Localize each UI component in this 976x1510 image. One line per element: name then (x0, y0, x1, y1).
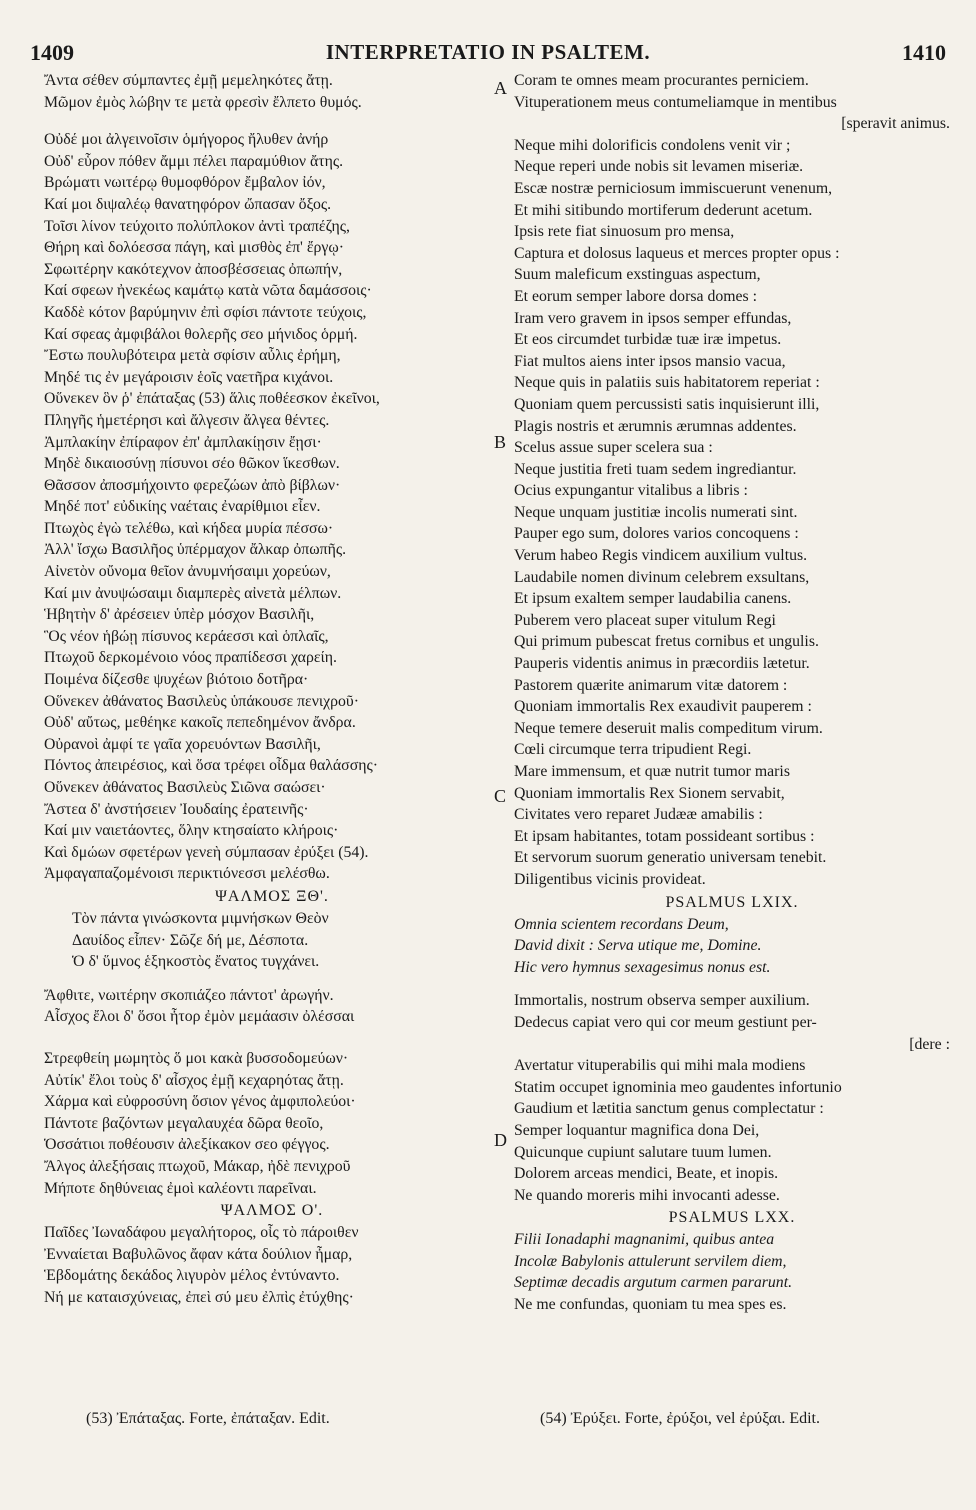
greek-line: Ἀλλ' ἴσχω Βασιλῆος ὑπέρμαχον ἄλκαρ ὀπωπῆς. (44, 541, 347, 559)
latin-line: Quoniam immortalis Rex exaudivit pauperem : (514, 698, 812, 716)
greek-line: Ἄστεα δ' ἀνστήσειεν Ἰουδαίης ἐρατεινῆς· (44, 800, 309, 818)
latin-verses-2 (514, 990, 950, 1055)
latin-line: Escæ nostræ perniciosum immiscuerunt venenum, (514, 179, 833, 197)
latin-verses-4 (514, 1294, 950, 1316)
greek-line: Ὁσσάτιοι ποθέουσιν ἀλεξίκακον σεο φέγγος. (44, 1136, 330, 1154)
greek-line: Οὐρανοὶ ἀμφί τε γαῖα χορευόντων Βασιλῆι, (44, 735, 321, 753)
latin-line: Ocius expungantur vitalibus a libris : (514, 482, 748, 500)
latin-line: Ne quando moreris mihi invocanti adesse. (514, 1186, 780, 1204)
greek-line: Οὐδ' εὗρον πόθεν ἄμμι πέλει παραμύθιον ἄτης. (44, 152, 344, 170)
greek-line: Μηδέ τις ἐν μεγάροισιν ἑοῖς ναετῆρα κιχάνοι. (44, 368, 334, 386)
page-number-right: 1410 (902, 40, 946, 65)
greek-line: Βρώματι νωιτέρῳ θυμοφθόρον ἔμβαλον ἰόν, (44, 174, 326, 192)
greek-verses-1 (44, 70, 500, 885)
greek-line: Ποιμένα δίζεσθε ψυχέων βιότοιο δοτῆρα· (44, 671, 309, 689)
greek-line: Στρεφθείη μωμητὸς ὅ μοι κακὰ βυσσοδομεύων· (44, 1049, 349, 1067)
greek-verses-2 (44, 985, 500, 1028)
latin-line: Civitates vero reparet Judææ amabilis : (514, 806, 763, 824)
latin-line: Immortalis, nostrum observa semper auxilium. (514, 992, 810, 1010)
latin-line: Neque reperi unde nobis sit levamen miseriæ. (514, 158, 804, 176)
latin-line: Dolorem arceas mendici, Beate, et inopis. (514, 1165, 779, 1183)
greek-line: Τοῖσι λίνον τεύχοιτο πολύπλοκον ἀντὶ τραπέζης, (44, 217, 350, 235)
latin-line: Pauperis videntis animus in præcordiis lætetur. (514, 655, 810, 673)
greek-line: Οὐδέ μοι ἀλγεινοῖσιν ὁμήγορος ἤλυθεν ἀνήρ (44, 131, 329, 149)
margin-marker-a: A (494, 78, 507, 98)
greek-line: Πόντος ἀπειρέσιος, καὶ ὅσα τρέφει οἶδμα θαλάσσης· (44, 757, 378, 775)
latin-line: Quicunque cupiunt salutare tuum lumen. (514, 1143, 772, 1161)
margin-marker-b: B (494, 432, 507, 452)
latin-line: Neque justitia freti tuam sedem ingrediantur. (514, 460, 797, 478)
page-header (30, 40, 946, 70)
psalm-heading-latin-70: PSALMUS LXX. (668, 1209, 796, 1227)
latin-line: Neque mihi dolorificis condolens venit vir ; (514, 136, 791, 154)
latin-line: Vituperationem meus contumeliamque in mentibus (514, 93, 837, 111)
latin-line: [dere : (909, 1035, 950, 1053)
greek-line: Οὕνεκεν ἀθάνατος Βασιλεὺς ὑπάκουσε πενιχροῦ· (44, 692, 359, 710)
latin-line: Dedecus capiat vero qui cor meum gestiunt per- (514, 1013, 817, 1031)
latin-line: Laudabile nomen divinum celebrem exsultans, (514, 568, 810, 586)
greek-line: Μήποτε δηθύνειας ἐμοὶ καλέοντι παρεῖναι. (44, 1179, 317, 1197)
latin-line: Coram te omnes meam procurantes perniciem. (514, 72, 809, 89)
latin-intro-69 (514, 914, 950, 979)
greek-line: Μηδὲ δικαιοσύνῃ πίσυνοι σέο θῶκον ἵκεσθων. (44, 455, 340, 473)
latin-line: Et mihi sitibundo mortiferum dederunt acetum. (514, 201, 813, 219)
greek-line: Αἰνετὸν οὔνομα θεῖον ἀνυμνήσαιμι χορεύων, (44, 563, 331, 581)
latin-line: Pauper ego sum, dolores varios concoquens : (514, 525, 799, 543)
running-title: INTERPRETATIO IN PSALTEM. (325, 40, 651, 64)
greek-line: Χάρμα καὶ εὐφροσύνη ὅσιον γένος ἀμφιπολεύοι· (44, 1093, 356, 1111)
greek-line: Σφωιτέρην κακότεχνον ἀποσβέσσειας ὀπωπήν, (44, 260, 343, 278)
greek-line: Ἡβητὴν δ' ἀρέσειεν ὑπὲρ μόσχον Βασιλῆι, (44, 606, 315, 624)
latin-line: Omnia scientem recordans Deum, (514, 915, 729, 933)
greek-line: Καί μιν ἀνυψώσαιμι διαμπερὲς αἰνετὰ μέλπων. (44, 584, 342, 602)
greek-line: Δαυίδος εἶπεν· Σῶζε δή με, Δέσποτα. (72, 931, 309, 949)
greek-line: Νή με καταισχύνειας, ἐπεὶ σύ μευ ἐλπὶς ἐτύχθης· (44, 1288, 354, 1306)
latin-line: Fiat multos aiens inter ipsos mansio vacua, (514, 352, 786, 370)
latin-line: Diligentibus vicinis provideat. (514, 870, 706, 888)
margin-marker-d: D (494, 1130, 507, 1150)
greek-line: Πάντοτε βαζόντων μεγαλαυχέα δῶρα θεοῖο, (44, 1114, 324, 1132)
latin-line: [speravit animus. (841, 115, 950, 133)
greek-line: Οὕνεκεν ὃν ῥ' ἐπάταξας (53) ἅλις ποθέεσκον ἐκεῖνοι, (44, 390, 380, 408)
latin-line: Iram vero gravem in ipsos semper effundas, (514, 309, 792, 327)
greek-line: Ἄντα σέθεν σύμπαντες ἐμῇ μεμεληκότες ἄτῃ. (44, 72, 333, 89)
greek-line: Ὃς νέον ἡβώῃ πίσυνος κεράεσσι καὶ ὁπλαῖς, (44, 627, 329, 645)
latin-line: Incolæ Babylonis attulerunt servilem diem, (514, 1252, 787, 1270)
latin-line: Scelus assue super scelera sua : (514, 439, 713, 457)
greek-line: Οὕνεκεν ἀθάνατος Βασιλεὺς Σιῶνα σαώσει· (44, 779, 326, 796)
latin-line: Captura et dolosus laqueus et merces propter opus : (514, 244, 840, 262)
greek-column (44, 70, 500, 1308)
latin-intro-70 (514, 1229, 950, 1294)
greek-line: Καί σφεων ἠνεκέως καμάτῳ κατὰ νῶτα δαμάσσοις· (44, 282, 372, 300)
latin-line: Plagis nostris et ærumnis ærumnas addentes. (514, 417, 797, 435)
greek-verses-3 (44, 1048, 500, 1199)
greek-line: Καί μοι διψαλέῳ θανατηφόρον ὤπασαν ὄξος. (44, 195, 332, 213)
greek-line: Θᾶσσον ἀποσμήχοιντο φερεζώων ἀπὸ βίβλων· (44, 476, 341, 494)
latin-line: Neque unquam justitiæ incolis numerati sint. (514, 503, 798, 521)
latin-line: Neque temere deseruit malis compeditum virum. (514, 719, 823, 737)
footnote-53: (53) Ἐπάταξας. Forte, ἐπάταξαν. Edit. (86, 1410, 330, 1427)
latin-line: Et servorum suorum generatio universam tenebit. (514, 849, 827, 867)
greek-line: Ἐνναίεται Βαβυλῶνος ἄφαν κάτα δούλιον ἦμαρ, (44, 1245, 353, 1263)
latin-line: Et eorum semper labore dorsa domes : (514, 287, 758, 305)
greek-line: Πτωχὸς ἐγὼ τελέθω, καὶ κήδεα μυρία πέσσω· (44, 519, 334, 537)
psalm-heading-greek-70: ΨΑΛΜΟΣ Ο'. (220, 1202, 324, 1220)
margin-marker-c: C (494, 786, 507, 806)
greek-line: Ἄλγος ἀλεξήσαις πτωχοῦ, Μάκαρ, ἠδὲ πενιχροῦ (44, 1157, 351, 1175)
latin-line: Quoniam quem percussisti satis inquisierunt illi, (514, 395, 820, 413)
latin-line: David dixit : Serva utique me, Domine. (514, 937, 762, 955)
greek-line: Ἄφθιτε, νωιτέρην σκοπιάζεο πάντοτ' ἀρωγήν. (44, 986, 334, 1004)
latin-line: Quoniam immortalis Rex Sionem servabit, (514, 784, 785, 802)
latin-line: Avertatur vituperabilis qui mihi mala modiens (514, 1057, 806, 1075)
footnote-54: (54) Ἐρύξει. Forte, ἐρύξοι, vel ἐρύξαι. Edit. (540, 1410, 820, 1427)
greek-line: Μῶμον ἐμὸς λώβην τε μετὰ φρεσὶν ἔλπετο θυμός. (44, 93, 362, 111)
greek-line: Ὁ δ' ὕμνος ἑξηκοστὸς ἔνατος τυγχάνει. (72, 953, 320, 971)
latin-line: Filii Ionadaphi magnanimi, quibus antea (514, 1231, 775, 1249)
latin-line: Puberem vero placeat super vitulum Regi (514, 611, 776, 629)
latin-column (514, 70, 950, 1316)
page-number-left: 1409 (30, 40, 74, 65)
greek-line: Θήρη καὶ δολόεσσα πάγη, καὶ μισθὸς ἐπ' ἔργῳ· (44, 239, 345, 257)
psalm-heading-greek-69: ΨΑΛΜΟΣ ΞΘ'. (215, 887, 329, 905)
latin-line: Hic vero hymnus sexagesimus nonus est. (514, 958, 771, 976)
latin-line: Et eos circumdet turbidæ tuæ iræ impetus. (514, 331, 782, 349)
latin-line: Et ipsam habitantes, totam possideant sortibus : (514, 827, 815, 845)
greek-line: Ἀμφαγαπαζομένοισι περικτιόνεσσι μελέσθω. (44, 865, 330, 883)
greek-line: Παῖδες Ἰωναδάφου μεγαλήτορος, οἷς τὸ πάροιθεν (44, 1224, 359, 1242)
psalm-heading-latin-69: PSALMUS LXIX. (665, 893, 799, 911)
greek-line: Καί σφεας ἀμφιβάλοι θολερῆς σεο μήνιδος ὁρμή. (44, 325, 358, 343)
latin-line: Cœli circumque terra tripudient Regi. (514, 741, 752, 759)
latin-line: Statim occupet ignominia meo gaudentes infortunio (514, 1078, 842, 1096)
latin-line: Verum habeo Regis vindicem auxilium vultus. (514, 547, 808, 565)
latin-line: Qui primum pubescat fretus cornibus et ungulis. (514, 633, 819, 651)
latin-line: Neque quis in palatiis suis habitatorem reperiat : (514, 374, 820, 392)
greek-line: Καδδὲ κότον βαρύμηνιν ἐπὶ σφίσι πάντοτε τεύχοις, (44, 303, 367, 321)
greek-line: Πληγῆς ἡμετέρησι καὶ ἄλγεσιν ἄλγεα θέντες. (44, 411, 330, 429)
latin-verses-1 (514, 70, 950, 891)
latin-line: Mare immensum, et quæ nutrit tumor maris (514, 763, 790, 780)
greek-line: Ἔστω πουλυβότειρα μετὰ σφίσιν αὖλις ἐρήμη, (44, 347, 341, 365)
greek-line: Καί μιν ναιετάοντες, ὅλην κτησαίατο κλήροις· (44, 822, 339, 840)
greek-line: Τὸν πάντα γινώσκοντα μιμνήσκων Θεὸν (72, 909, 329, 927)
greek-intro-69 (44, 908, 500, 973)
latin-verses-3 (514, 1055, 950, 1206)
latin-line: Ipsis rete fiat sinuosum pro mensa, (514, 223, 735, 241)
greek-line: Οὐδ' αὔτως, μεθέηκε κακοῖς πεπεδημένον ἄνδρα. (44, 714, 356, 732)
greek-line: Πτωχοῦ δερκομένοιο νόος πραπίδεσσι χαρείη. (44, 649, 337, 667)
latin-line: Pastorem quærite animarum vitæ datorem : (514, 676, 788, 694)
greek-line: Μηδέ ποτ' εὐδικίης ναέταις ἐναρίθμιοι εἶεν. (44, 498, 321, 516)
latin-line: Suum maleficum exstinguas aspectum, (514, 266, 761, 284)
latin-line: Septimæ decadis argutum carmen pararunt. (514, 1274, 793, 1292)
greek-line: Αὐτίκ' ἔλοι τοὺς δ' αἶσχος ἐμῇ κεχαρηότας ἄτῃ. (44, 1071, 344, 1089)
latin-line: Et ipsum exaltem semper laudabilia canens. (514, 590, 792, 608)
latin-line: Gaudium et lætitia sanctum genus complectatur : (514, 1100, 824, 1118)
greek-line: Ἑβδομάτης δεκάδος λιγυρὸν μέλος ἐντύναντο. (44, 1267, 340, 1285)
greek-line: Καὶ δμώων σφετέρων γενεὴ σύμπασαν ἐρύξει (54). (44, 843, 369, 861)
latin-line: Ne me confundas, quoniam tu mea spes es. (514, 1296, 787, 1314)
greek-line: Αἶσχος ἔλοι δ' ὅσοι ἦτορ ἐμὸν μεμάασιν ὀλέσσαι (44, 1008, 355, 1026)
latin-line: Semper loquantur magnifica dona Dei, (514, 1121, 760, 1139)
greek-line: Ἀμπλακίην ἐπίραφον ἐπ' ἀμπλακίῃσιν ἔῃσι· (44, 433, 322, 451)
greek-verses-4 (44, 1222, 500, 1308)
